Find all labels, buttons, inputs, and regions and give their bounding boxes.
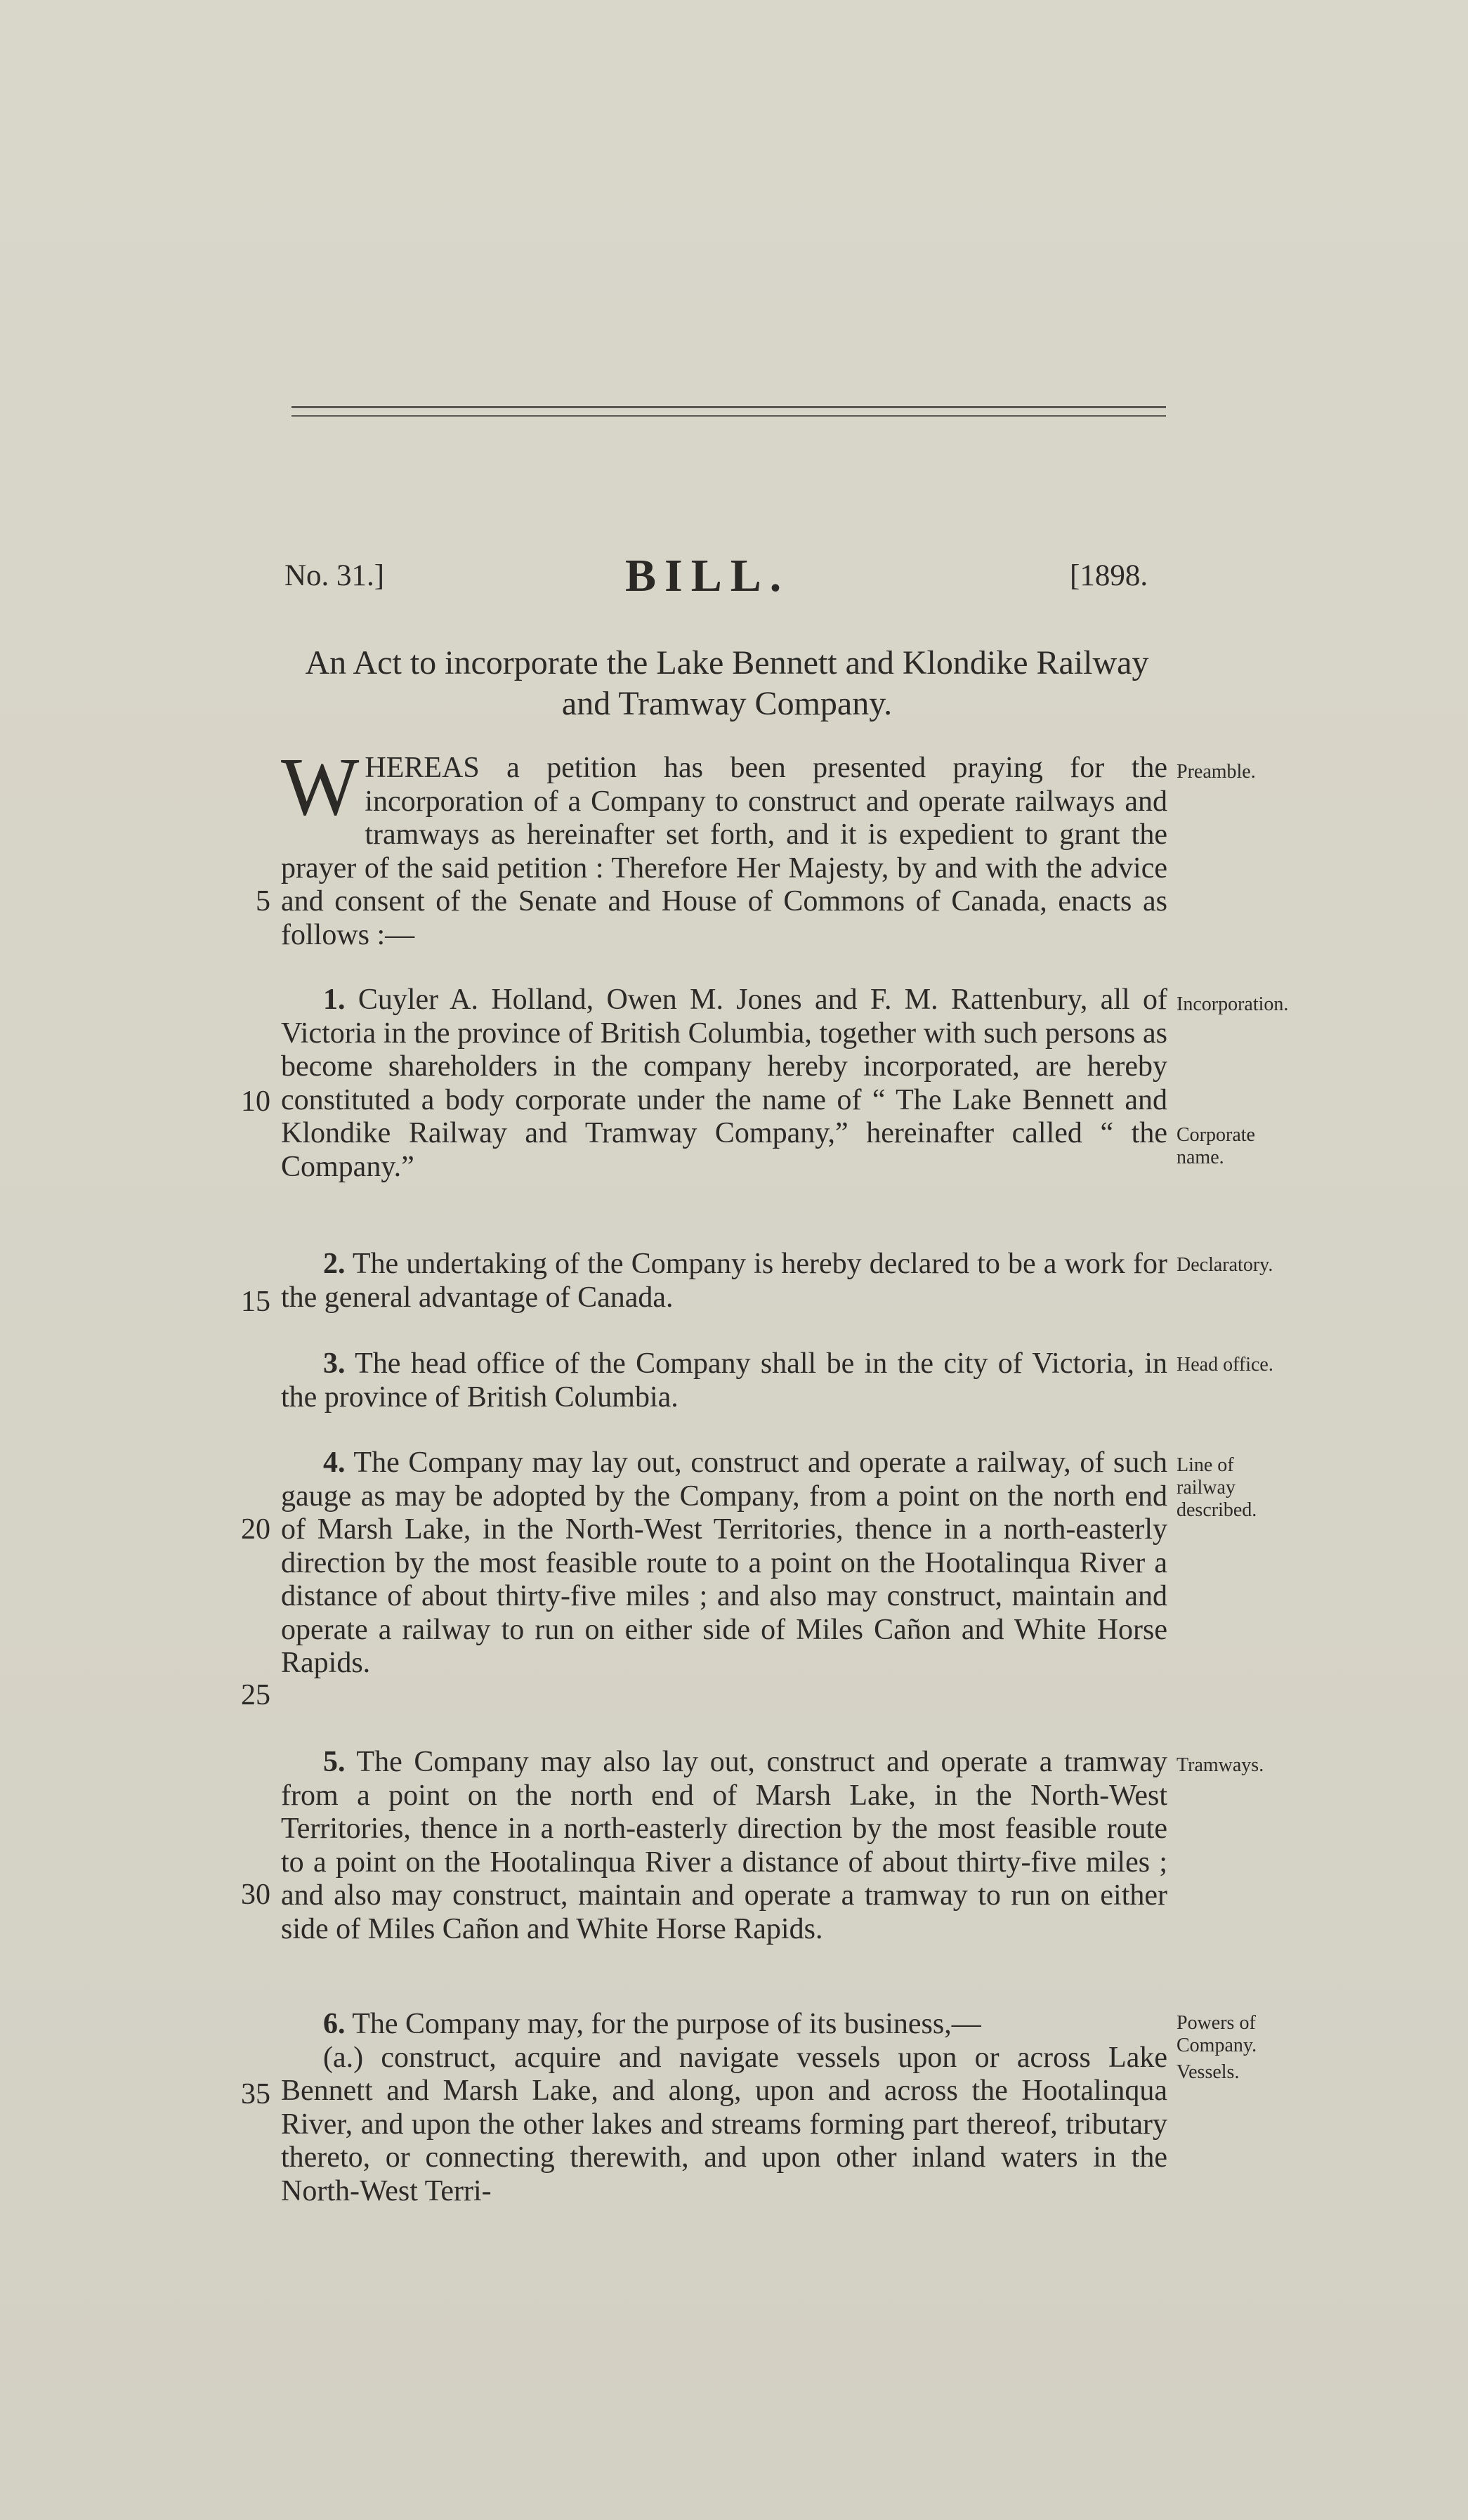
- line-number: 20: [241, 1513, 270, 1546]
- section-text: The Company may, for the purpose of its business,—: [345, 2008, 981, 2040]
- bill-number: No. 31.]: [284, 559, 385, 592]
- section-number: 1.: [323, 984, 346, 1016]
- section-number: 6.: [323, 2008, 346, 2040]
- line-number: 25: [241, 1679, 270, 1711]
- margin-note-powers: Powers of Company.: [1177, 2012, 1257, 2056]
- margin-note-line-of-railway: Line of railway described.: [1177, 1454, 1257, 1521]
- margin-note-declaratory: Declaratory.: [1177, 1254, 1273, 1276]
- act-title: An Act to incorporate the Lake Bennett and Klondike Railway and Tramway Company.: [305, 644, 1149, 722]
- line-number: 35: [241, 2078, 270, 2110]
- top-rule: [291, 406, 1166, 408]
- section-number: 4.: [323, 1447, 346, 1479]
- section-text: The Company may lay out, construct and operate a railway, of such gauge as may be adopted by the Company, from a point on the north end of Marsh Lake, in the North-West Territories, thence in a north-easterly direction by the most feasible route to a point on the Hootalinqua River a distance of about thirty-five miles ; and also may construct, maintain and operate a railway to run on either side of Miles Cañon and White Horse Rapids.: [281, 1447, 1167, 1679]
- margin-note-preamble: Preamble.: [1177, 761, 1256, 783]
- preamble: [281, 740, 1167, 952]
- section-2: [281, 1248, 1167, 1314]
- section-5: [281, 1746, 1167, 1946]
- margin-note-vessels: Vessels.: [1177, 2061, 1240, 2083]
- section-3: [281, 1347, 1167, 1414]
- subsection-a: (a.) construct, acquire and navigate vessels upon or across Lake Bennett and Marsh Lake, and along, upon and across the Hootalinqua River, and upon the other lakes and streams forming part thereof, tributary thereto, or connecting therewith, and upon other inland waters in the North-West Terri-: [281, 2041, 1167, 2207]
- line-number: 15: [241, 1286, 270, 1318]
- section-6: [281, 2008, 1167, 2208]
- margin-note-head-office: Head office.: [1177, 1354, 1273, 1376]
- section-text: The undertaking of the Company is hereby declared to be a work for the general advantage of Canada.: [281, 1248, 1167, 1314]
- section-4: [281, 1447, 1167, 1680]
- margin-note-tramways: Tramways.: [1177, 1754, 1264, 1776]
- section-text: The Company may also lay out, construct and operate a tramway from a point on the north end of Marsh Lake, in the North-West Territories, thence in a north-easterly direction by the most feasible route to a point on the Hootalinqua River a distance of about thirty-five miles ; and also may construct, maintain and operate a tramway to run on either side of Miles Cañon and White Horse Rapids.: [281, 1746, 1167, 1945]
- line-number: 30: [241, 1879, 270, 1911]
- drop-cap: W: [281, 740, 360, 833]
- preamble-text: HEREAS a petition has been presented praying for the incorporation of a Company to construct and operate railways and tramways as hereinafter set forth, and it is expedient to grant the prayer of the said petition : Therefore Her Majesty, by and with the advice and consent of the Senate and House of Commons of Canada, enacts as follows :—: [281, 752, 1167, 951]
- top-rule-thin: [291, 415, 1166, 417]
- section-text: The head office of the Company shall be in the city of Victoria, in the province of British Columbia.: [281, 1347, 1167, 1414]
- line-number: 10: [241, 1085, 270, 1118]
- section-1: [281, 984, 1167, 1184]
- section-number: 5.: [323, 1746, 346, 1778]
- line-number: 5: [256, 885, 270, 918]
- bill-year: [1898.: [1070, 559, 1148, 592]
- section-text: Cuyler A. Holland, Owen M. Jones and F. M. Rattenbury, all of Victoria in the province of British Columbia, together with such persons as become shareholders in the company hereby incorporated, are hereby constituted a body corporate under the name of “ The Lake Bennett and Klondike Railway and Tramway Company,” hereinafter called “ the Company.”: [281, 984, 1167, 1183]
- bill-heading: BILL.: [625, 550, 790, 601]
- margin-note-incorporation: Incorporation.: [1177, 993, 1289, 1015]
- section-number: 3.: [323, 1347, 346, 1380]
- section-number: 2.: [323, 1248, 346, 1280]
- margin-note-corporate-name: Corporate name.: [1177, 1124, 1255, 1168]
